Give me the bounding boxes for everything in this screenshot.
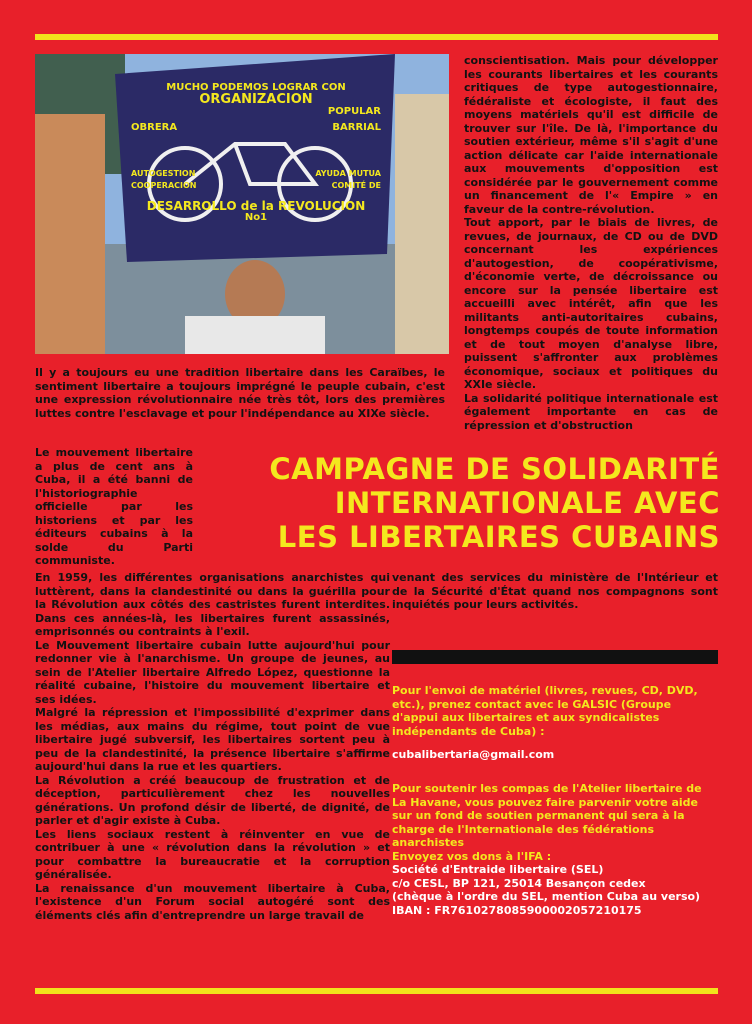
- contact-email-link[interactable]: cubalibertaria@gmail.com: [392, 748, 555, 761]
- banner-line: AUTOGESTION: [131, 169, 196, 178]
- paragraph: venant des services du ministère de l'Intérieur et de la Sécurité d'État quand nos compagnons sont inquiétés pour leurs activités.: [392, 571, 718, 611]
- contact-box: [392, 684, 718, 772]
- article-right-mid: [392, 571, 718, 612]
- banner-text: [131, 82, 381, 224]
- protest-photo: [35, 54, 449, 354]
- address-line: c/o CESL, BP 121, 25014 Besançon cedex: [392, 876, 646, 890]
- title-line: INTERNATIONALE AVEC: [334, 486, 720, 520]
- banner-line: AYUDA MUTUA: [315, 169, 381, 178]
- paragraph: En 1959, les différentes organisations anarchistes qui luttèrent, dans la clandestinité ou dans la guérilla pour la Révolution aux côtés des castristes furent interdites. Dans ces années-là, les libertaires furent assassinés, emprisonnés ou contraints à l'exil.: [35, 571, 390, 638]
- banner-line: OBRERA: [131, 122, 178, 133]
- paragraph: Le Mouvement libertaire cubain lutte aujourd'hui pour redonner vie à l'anarchisme. Un groupe de jeunes, au sein de l'Atelier libertaire Alfredo López, questionne la réalité cubaine, l'histoire du mouvement libertaire et ses idées.: [35, 638, 390, 706]
- article-right-top: [464, 54, 718, 432]
- banner-line: POPULAR: [327, 106, 381, 117]
- contact-text: Pour l'envoi de matériel (livres, revues, CD, DVD, etc.), prenez contact avec le GALSIC (Groupe d'appui aux libertaires et aux syndicalistes indépendants de Cuba) :: [392, 684, 698, 738]
- donation-box: [392, 782, 718, 917]
- paragraph: Les liens sociaux restent à réinventer en vue de contribuer à une « révolution dans la révolution » et pour combattre la bureaucratie et la corruption généralisée.: [35, 827, 390, 881]
- paragraph: Tout apport, par le biais de livres, de revues, de journaux, de CD ou de DVD concernant les expériences d'autogestion, de coopérativisme, d'économie verte, de décroissance ou encore sur la pensée libertaire est accueilli avec intérêt, afin que les militants anti-autoritaires cubains, longtemps coupés de toute information et de tout moyen d'analyse libre, puissent s'affronter aux problèmes économique, sociaux et politiques du XXIe siècle.: [464, 216, 718, 391]
- banner-line: COOPERACION: [131, 181, 197, 190]
- iban: IBAN : FR7610278085900002057210175: [392, 903, 642, 917]
- section-divider: [392, 650, 718, 664]
- address-line: (chèque à l'ordre du SEL, mention Cuba au verso): [392, 890, 701, 903]
- donation-text: Pour soutenir les compas de l'Atelier libertaire de La Havane, vous pouvez faire parvenir votre aide sur un fond de soutien permanent qui sera à la charge de l'Internationale des fédérations anarchistes: [392, 782, 702, 849]
- banner-line: ORGANIZACION: [199, 92, 313, 107]
- title-line: CAMPAGNE DE SOLIDARITÉ: [269, 452, 720, 486]
- paragraph: Il y a toujours eu une tradition libertaire dans les Caraïbes, le sentiment libertaire a toujours imprégné le peuple cubain, c'est une expression révolutionnaire née très tôt, lors des premières luttes contre l'esclavage et pour l'indépendance au XIXe siècle.: [35, 366, 445, 420]
- banner-line: No1: [244, 212, 268, 223]
- banner-line: COMITÉ DE: [331, 181, 381, 190]
- paragraph: La Révolution a créé beaucoup de frustration et de déception, particulièrement chez les nouvelles générations. Un profond désir de liberté, de dignité, de parler et d'agir existe à Cuba.: [35, 773, 390, 827]
- banner-line: DESARROLLO de la REVOLUCION: [146, 199, 366, 213]
- paragraph: La solidarité politique internationale est également importante en cas de répression et d'obstruction: [464, 391, 718, 432]
- donation-callout: Envoyez vos dons à l'IFA :: [392, 849, 552, 863]
- page-title: [198, 452, 720, 554]
- paragraph: Le mouvement libertaire a plus de cent ans à Cuba, il a été banni de l'historiographie officielle par les historiens et par les éditeurs cubains à la solde du Parti communiste.: [35, 446, 193, 567]
- paragraph: La renaissance d'un mouvement libertaire à Cuba, l'existence d'un Forum social autogéré sont des éléments clés afin d'entreprendre un large travail de: [35, 881, 390, 922]
- address-line: Société d'Entraide libertaire (SEL): [392, 863, 604, 876]
- article-left-intro: [35, 366, 445, 420]
- banner-line: MUCHO PODEMOS LOGRAR CON: [166, 82, 346, 93]
- banner-line: BARRIAL: [332, 122, 381, 133]
- title-line: LES LIBERTAIRES CUBAINS: [277, 520, 720, 554]
- bottom-rule: [35, 988, 718, 994]
- article-left-bottom: [35, 571, 390, 922]
- top-rule: [35, 34, 718, 40]
- paragraph: Malgré la répression et l'impossibilité d'exprimer dans les médias, aux mains du régime, tout point de vue libertaire jugé subversif, les libertaires sortent peu à peu de la clandestinité, la présence libertaire s'affirme aujourd'hui dans la rue et les quartiers.: [35, 706, 390, 773]
- article-left-narrow: [35, 446, 193, 568]
- paragraph: conscientisation. Mais pour développer les courants libertaires et les courants critiques de type autogestionnaire, fédéraliste et écologiste, il faut des moyens matériels qu'il est difficile de trouver sur l'île. De là, l'importance du soutien extérieur, même s'il s'agit d'une action délicate car l'aide internationale aux mouvements d'opposition est considérée par le gouvernement comme un financement de l'« Empire » en faveur de la contre-révolution.: [464, 54, 718, 216]
